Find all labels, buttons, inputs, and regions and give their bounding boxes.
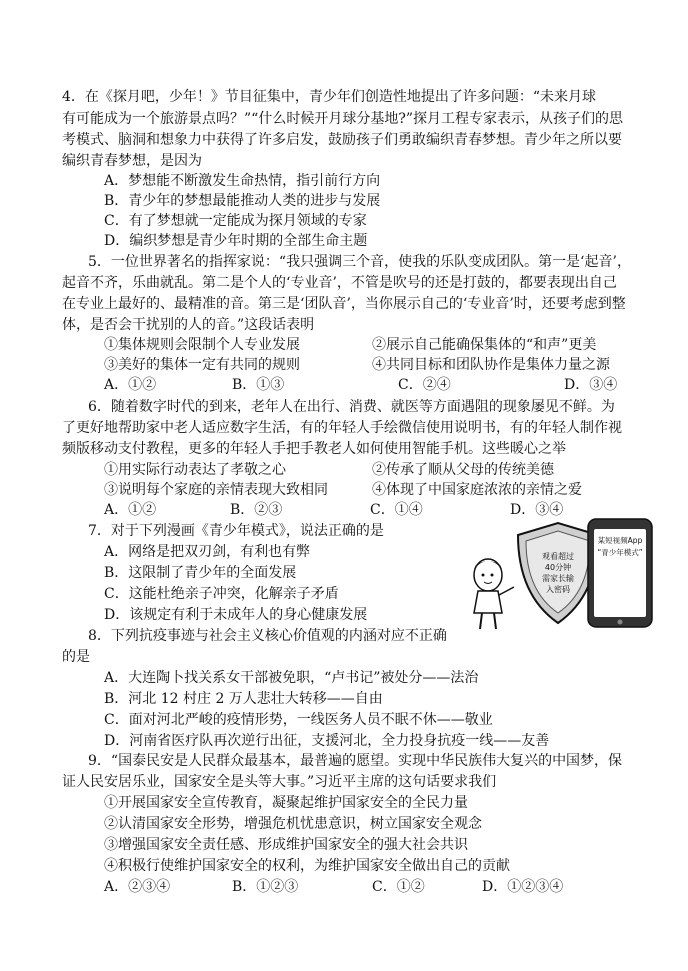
q4-option-a: A．梦想能不断激发生命热情，指引前行方向 [104,173,381,189]
q5-item-3: ③美好的集体一定有共同的规则 [104,357,300,373]
q9-item-2: ②认清国家安全形势，增强危机忧患意识，树立国家安全观念 [104,816,482,832]
q9-item-4: ④积极行使维护国家安全的权利，为维护国家安全做出自己的贡献 [104,858,510,874]
shield-text-4: 入密码 [546,585,570,594]
q6-item-1: ①用实际行动表达了孝敬之心 [104,462,286,478]
q9-stem-line-2: 证人民安居乐业，国家安全是头等大事。”习近平主席的这句话要求我们 [62,774,497,790]
q6-stem-line-2: 了更好地帮助家中老人适应数字生活，有的年轻人手绘微信使用说明书，有的年轻人制作视 [62,420,622,436]
q6-item-2: ②传承了顺从父母的传统美德 [372,462,554,478]
q8-option-b: B．河北 12 村庄 2 万人悲壮大转移——自由 [104,691,383,707]
q5-stem-line-1: 5．一位世界著名的指挥家说：“我只强调三个音，使我的乐队变成团队。第一是‘起音’， [88,254,631,270]
q9-stem-line-1: 9．“国泰民安是人民群众最基本，最普遍的愿望。实现中华民族伟大复兴的中国梦，保 [88,753,623,769]
q5-item-2: ②展示自己能确保集体的“和声”更美 [372,337,597,353]
q6-stem-line-1: 6．随着数字时代的到来，老年人在出行、消费、就医等方面遇阻的现象屡见不鲜。为 [88,399,615,415]
child-figure-icon [474,559,514,629]
q9-item-3: ③增强国家安全责任感、形成维护国家安全的强大社会共识 [104,837,468,853]
q7-option-a: A．网络是把双刃剑，有利也有弊 [104,544,311,560]
q5-item-4: ④共同目标和团队协作是集体力量之源 [372,357,610,373]
q4-stem-line-4: 编织青春梦想，是因为 [62,153,202,169]
q4-option-c: C．有了梦想就一定能成为探月领域的专家 [104,213,367,229]
q5-stem-line-3: 在专业上最好的、最精准的音。第三是‘团队音’，当你展示自己的‘专业音’时，还要考虑到整 [62,296,626,312]
q6-answer-b: B．②③ [230,502,283,518]
q5-answer-c: C．②④ [398,377,451,393]
q7-option-c: C．这能杜绝亲子冲突，化解亲子矛盾 [104,586,339,602]
q9-item-1: ①开展国家安全宣传教育，凝聚起维护国家安全的全民力量 [104,795,468,811]
q6-answer-d: D．③④ [510,502,564,518]
shield-text-1: 观看超过 [542,552,574,561]
q4-stem-line-2: 有可能成为一个旅游景点吗？”“什么时候开月球分基地?”探月工程专家表示，从孩子们的思 [62,111,623,127]
phone-mode-label: “青少年模式” [597,548,643,557]
q9-answer-d: D．①②③④ [482,879,564,895]
q8-stem-line-2: 的是 [62,649,90,665]
q4-option-b: B．青少年的梦想最能推动人类的进步与发展 [104,193,381,209]
q8-stem-line-1: 8．下列抗疫事迹与社会主义核心价值观的内涵对应不正确 [88,628,447,644]
shield-icon [518,523,598,623]
q5-answer-a: A．①② [104,377,157,393]
q9-answer-a: A．②③④ [104,879,171,895]
q4-option-d: D．编织梦想是青少年时期的全部生命主题 [104,233,368,249]
q8-option-c: C．面对河北严峻的疫情形势，一线医务人员不眠不休——敬业 [104,712,493,728]
shield-text-2: 40分钟 [544,563,572,572]
q7-option-d: D．该规定有利于未成年人的身心健康发展 [104,607,368,623]
q6-item-3: ③说明每个家庭的亲情表现大致相同 [104,482,328,498]
q5-answer-b: B．①③ [232,377,285,393]
youth-mode-cartoon [458,515,658,635]
q4-stem-line-1: 4．在《探月吧，少年！》节目征集中，青少年们创造性地提出了许多问题：“未来月球 [62,89,597,105]
shield-text-3: 需家长输 [542,574,574,583]
q6-item-4: ④体现了中国家庭浓浓的亲情之爱 [372,482,582,498]
q5-item-1: ①集体规则会限制个人专业发展 [104,337,300,353]
q6-stem-line-3: 频版移动支付教程，更多的年轻人手把手教老人如何使用智能手机。这些暖心之举 [62,441,566,457]
q6-answer-c: C．①④ [370,502,423,518]
q6-answer-a: A．①② [104,502,157,518]
q7-stem-line-1: 7．对于下列漫画《青少年模式》，说法正确的是 [88,523,384,539]
q8-option-a: A．大连陶卜找关系女干部被免职，“卢书记”被处分——法治 [104,670,479,686]
phone-icon [588,519,652,627]
q9-answer-c: C．①② [372,879,425,895]
q9-answer-b: B．①②③ [232,879,299,895]
phone-app-title: 某短视频App [597,536,643,545]
q5-answer-d: D．③④ [564,377,618,393]
q5-stem-line-2: 起音不齐，乐曲就乱。第二是个人的‘专业音’，不管是吹号的还是打鼓的，都要表现出自己 [62,275,617,291]
q4-stem-line-3: 考模式、脑洞和想象力中获得了许多启发，鼓励孩子们勇敢编织青春梦想。青少年之所以要 [62,132,622,148]
q8-option-d: D．河南省医疗队再次逆行出征，支援河北，全力投身抗疫一线——友善 [104,733,550,749]
q5-stem-line-4: 体，是否会干扰别的人的音。”这段话表明 [62,317,315,333]
q7-option-b: B．这限制了青少年的全面发展 [104,565,297,581]
